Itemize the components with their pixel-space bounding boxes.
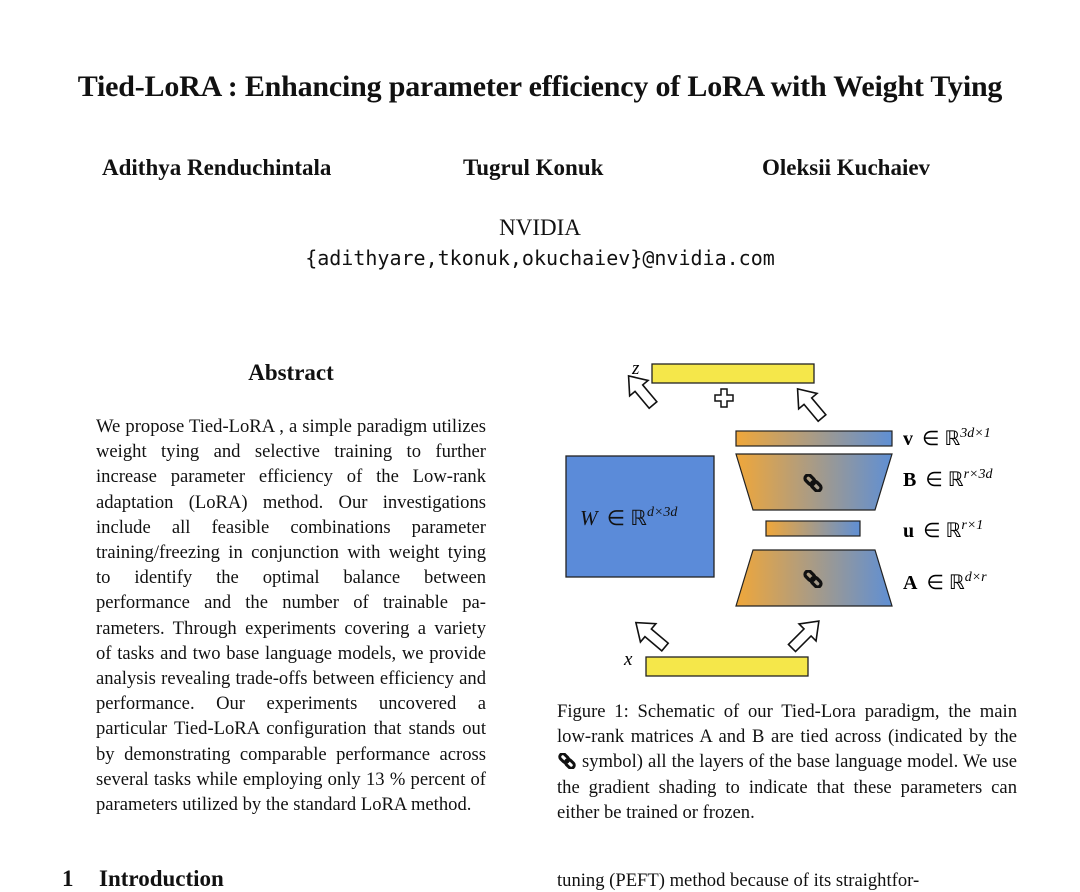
abstract-text: We propose Tied-LoRA , a simple paradigm utilizes weight tying and selective training to further increase parameter efficiency of the Low-rank adaptation (LoRA) method. Our investigations include all feasible combinations parameter training/freezing in conjunction with weight tying to identify the optimal balance between performance and the number of trainable parameters. Through experiments covering a variety of tasks and two base language models, we provide analysis revealing trade-offs between efficiency and performance. Our experiments uncovered a particular Tied-LoRA configuration that stands out by demonstrating comparable performance across several tasks while employing only 13 % percent of parameters utilized by the standard LoRA method. — [96, 416, 486, 816]
arrow-up-left-icon — [788, 381, 831, 426]
paper-title: Tied-LoRA : Enhancing parameter efficiency of LoRA with Weight Tying — [77, 70, 1003, 103]
author-2: Tugrul Konuk — [463, 155, 604, 180]
a-label: A ∈ ℝ$^{d\times r}$ — [903, 570, 987, 594]
chain-link-icon — [557, 753, 577, 769]
section-number: 1 — [62, 866, 74, 891]
plus-icon — [715, 389, 733, 407]
author-3: Oleksii Kuchaiev — [762, 155, 931, 180]
section-title: Introduction — [99, 866, 224, 891]
x-label: x — [624, 649, 633, 670]
caption-text-after: symbol) all the layers of the base language model. We use the gradient shading to indicate that these parameters can either be trained or frozen. — [557, 751, 1017, 823]
w-label: W ∈ ℝ$^{d\times 3d}$ — [580, 505, 678, 530]
tied-lora-schematic — [560, 350, 1030, 680]
affiliation: NVIDIA — [499, 215, 581, 240]
v-vector-bar — [736, 431, 892, 446]
x-input-bar — [646, 657, 808, 676]
arrow-from-x-to-a-icon — [784, 613, 828, 657]
z-label: z — [632, 358, 640, 379]
b-label: B ∈ ℝ$^{r\times 3d}$ — [903, 467, 993, 491]
z-output-bar — [652, 364, 814, 383]
figure-caption — [557, 699, 1017, 825]
caption-text-before: Figure 1: Schematic of our Tied-Lora paradigm, the main low-rank matrices A and B are tied across (indicated by the — [557, 701, 1017, 748]
author-1: Adithya Renduchintala — [102, 155, 332, 180]
right-column-text-fragment: tuning (PEFT) method because of its straightfor- — [557, 870, 920, 891]
u-vector-bar — [766, 521, 860, 536]
v-label: v ∈ ℝ$^{3d\times 1}$ — [903, 426, 991, 450]
abstract-heading: Abstract — [248, 360, 334, 385]
arrow-from-x-to-w-icon — [628, 613, 673, 656]
author-emails: {adithyare,tkonuk,okuchaiev}@nvidia.com — [305, 246, 775, 270]
u-label: u ∈ ℝ$^{r\times 1}$ — [903, 518, 984, 542]
introduction-heading — [62, 866, 224, 892]
